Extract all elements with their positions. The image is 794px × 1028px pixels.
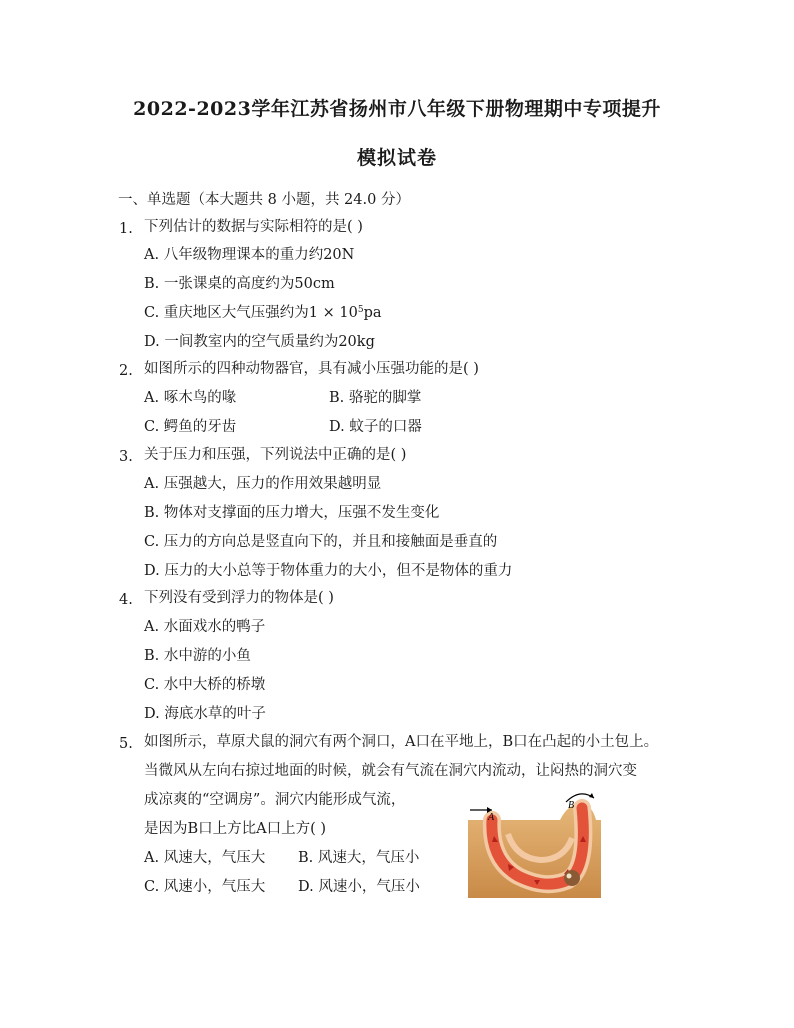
section-heading: 一、单选题（本大题共 8 小题，共 24.0 分） [118,192,410,208]
question-5-stem-line4: 是因为B口上方比A口上方( ) [144,821,327,837]
question-4-number: 4. [119,592,133,608]
option-c-text: C. 重庆地区大气压强约为1 × 10 [144,305,358,321]
question-4-option-a[interactable]: A. 水面戏水的鸭子 [144,619,266,635]
question-5-option-b[interactable]: B. 风速大，气压小 [298,850,420,866]
question-2-number: 2. [119,363,133,379]
question-5-stem-line2: 当微风从左向右掠过地面的时候，就会有气流在洞穴内流动，让闷热的洞穴变 [144,763,637,779]
question-4-stem: 下列没有受到浮力的物体是( ) [144,590,334,606]
question-2-option-b[interactable]: B. 骆驼的脚掌 [329,390,422,406]
question-3-number: 3. [119,449,133,465]
question-2-option-a[interactable]: A. 啄木鸟的喙 [144,390,237,406]
question-4-option-b[interactable]: B. 水中游的小鱼 [144,648,251,664]
question-4-option-d[interactable]: D. 海底水草的叶子 [144,706,266,722]
question-5-stem-line3: 成凉爽的“空调房”。洞穴内能形成气流， [144,792,406,808]
question-3-stem: 关于压力和压强，下列说法中正确的是( ) [144,447,407,463]
question-3-option-d[interactable]: D. 压力的大小总等于物体重力的大小，但不是物体的重力 [144,563,513,579]
question-1-option-a[interactable]: A. 八年级物理课本的重力约20N [144,247,355,263]
question-1-option-b[interactable]: B. 一张课桌的高度约为50cm [144,276,335,292]
figure-label-a: A [488,812,495,823]
question-3-option-b[interactable]: B. 物体对支撑面的压力增大，压强不发生变化 [144,505,440,521]
question-1-number: 1. [119,221,133,237]
question-5-option-d[interactable]: D. 风速小，气压小 [298,879,420,895]
question-1-stem: 下列估计的数据与实际相符的是( ) [144,219,363,235]
question-5-number: 5. [119,736,133,752]
question-4-option-c[interactable]: C. 水中大桥的桥墩 [144,677,266,693]
question-3-option-c[interactable]: C. 压力的方向总是竖直向下的，并且和接触面是垂直的 [144,534,498,550]
burrow-figure [468,790,601,898]
question-1-option-d[interactable]: D. 一间教室内的空气质量约为20kg [144,334,375,350]
question-2-stem: 如图所示的四种动物器官，具有减小压强功能的是( ) [144,361,479,377]
question-5-option-a[interactable]: A. 风速大，气压大 [144,850,266,866]
question-2-option-c[interactable]: C. 鳄鱼的牙齿 [144,419,237,435]
option-c-exponent: 5 [357,305,364,315]
question-1-option-c[interactable] [144,303,382,323]
question-2-option-d[interactable]: D. 蚊子的口器 [329,419,422,435]
exam-title-line2: 模拟试卷 [356,147,437,169]
question-5-option-c[interactable]: C. 风速小，气压大 [144,879,266,895]
burrow-illustration [468,790,601,898]
question-5-stem-line1: 如图所示，草原犬鼠的洞穴有两个洞口，A口在平地上，B口在凸起的小土包上。 [144,734,659,750]
exam-title-line1: 2022-2023学年江苏省扬州市八年级下册物理期中专项提升 [133,98,661,120]
option-c-unit: pa [363,305,382,321]
figure-label-b: B [568,800,575,811]
question-3-option-a[interactable]: A. 压强越大，压力的作用效果越明显 [144,476,382,492]
